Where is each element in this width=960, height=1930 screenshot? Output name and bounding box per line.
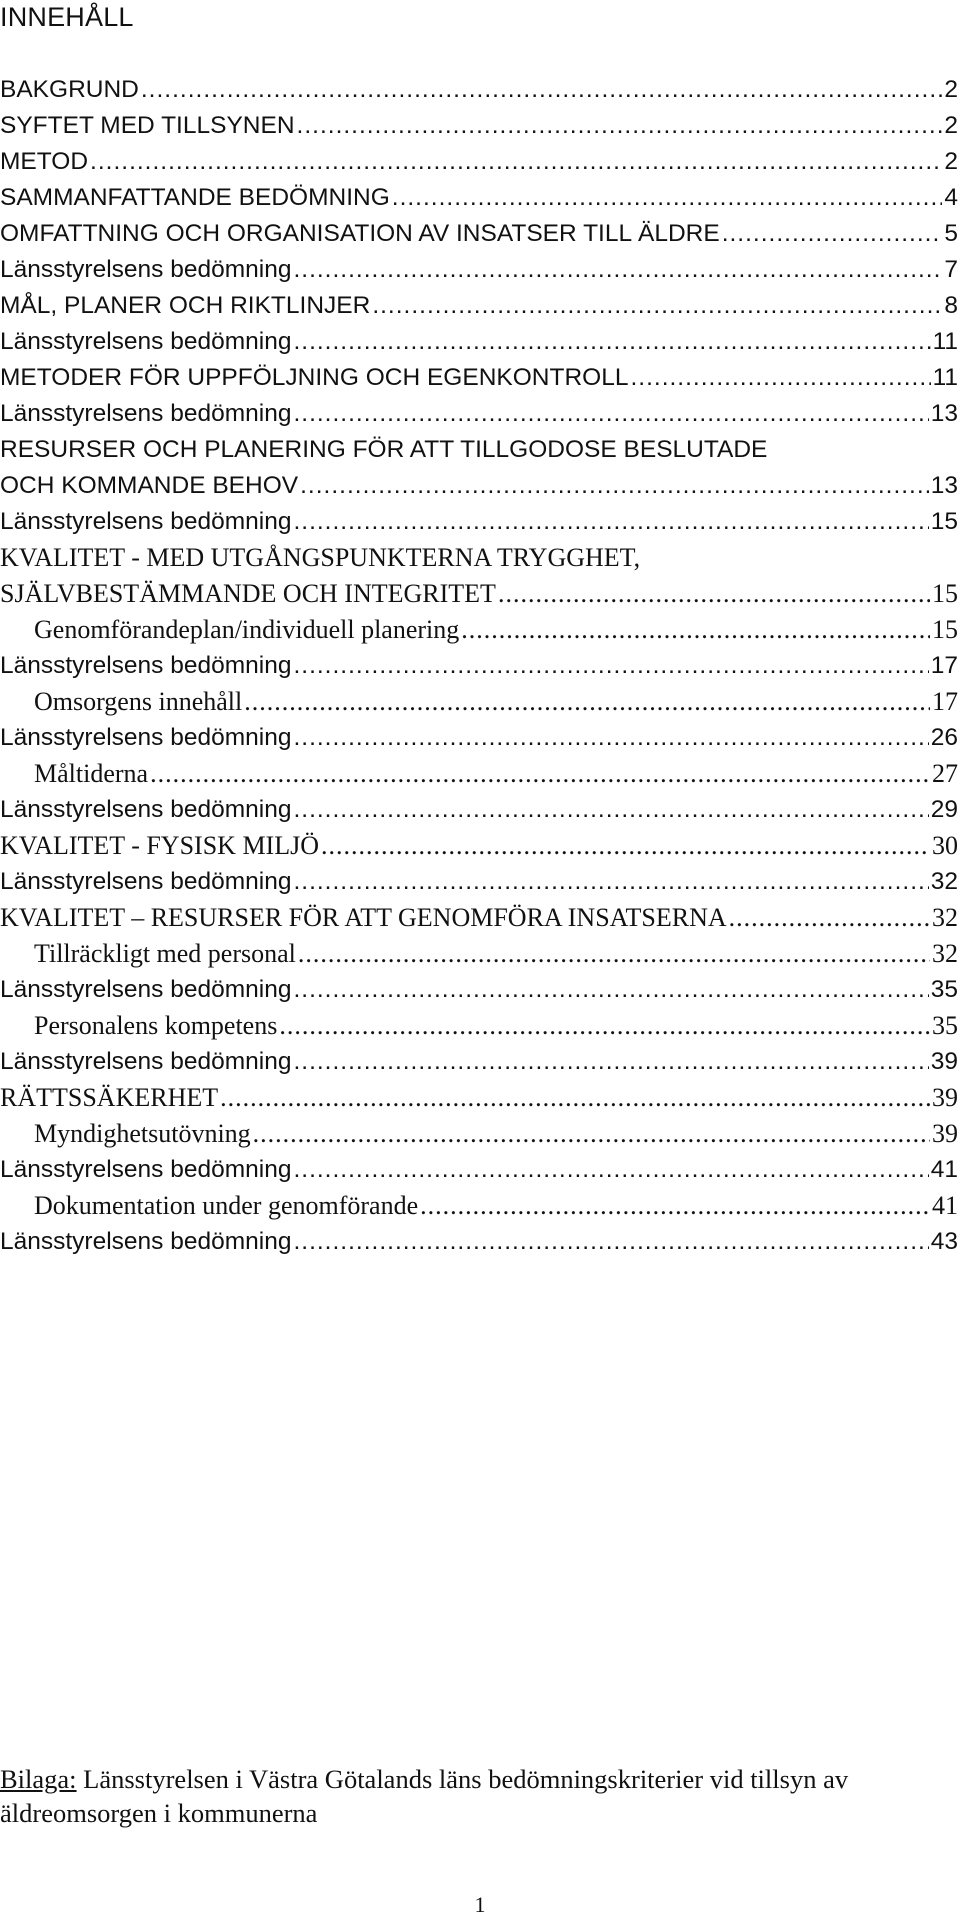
toc-entry-label: RÄTTSSÄKERHET [0,1083,219,1112]
toc-dot-leader [293,720,928,756]
toc-entry-page: 27 [932,759,958,788]
toc-entry-label: Länsstyrelsens bedömning [0,976,292,1003]
toc-dot-leader [90,144,942,180]
toc-entry[interactable] [0,1044,958,1080]
toc-entry[interactable] [0,648,958,684]
toc-entry-label: Dokumentation under genomförande [34,1191,419,1220]
toc-entry-page: 4 [944,184,958,211]
toc-entry-page: 13 [930,472,958,499]
appendix-note [0,1762,940,1830]
toc-dot-leader [630,360,930,396]
toc-entry[interactable] [0,756,958,792]
toc-dot-leader [293,396,928,432]
toc-entry-page: 30 [932,831,958,860]
toc-entry-page: 32 [932,939,958,968]
toc-entry-page: 7 [944,256,958,283]
toc-entry[interactable] [0,108,958,144]
toc-entry-label: SYFTET MED TILLSYNEN [0,112,295,139]
toc-entry-label: Personalens kompetens [34,1011,278,1040]
toc-entry[interactable] [0,504,958,540]
toc-entry-page: 15 [930,508,958,535]
toc-entry[interactable] [0,468,958,504]
toc-entry[interactable] [0,252,958,288]
toc-entry[interactable] [0,432,958,468]
table-of-contents [0,72,958,1260]
toc-dot-leader [420,1188,930,1224]
toc-entry-label: Länsstyrelsens bedömning [0,796,292,823]
toc-entry-page: 5 [944,220,958,247]
toc-entry-label: Myndighetsutövning [34,1119,251,1148]
toc-entry-page: 41 [932,1191,958,1220]
toc-entry-page: 39 [932,1119,958,1148]
toc-entry-label: Länsstyrelsens bedömning [0,400,292,427]
toc-entry-label: Länsstyrelsens bedömning [0,328,292,355]
toc-entry-page: 35 [932,1011,958,1040]
toc-entry-label: SAMMANFATTANDE BEDÖMNING [0,184,390,211]
toc-entry-label: Genomförandeplan/individuell planering [34,615,460,644]
toc-entry-label: MÅL, PLANER OCH RIKTLINJER [0,292,371,319]
toc-entry[interactable] [0,864,958,900]
toc-dot-leader [293,1224,928,1260]
toc-dot-leader [729,900,930,936]
toc-entry-label: Länsstyrelsens bedömning [0,1048,292,1075]
toc-entry[interactable] [0,720,958,756]
toc-dot-leader [293,504,928,540]
toc-dot-leader [244,684,930,720]
toc-dot-leader [372,288,942,324]
toc-dot-leader [253,1116,930,1152]
toc-entry-label: Tillräckligt med personal [34,939,296,968]
toc-entry-page: 29 [930,796,958,823]
toc-entry-page: 39 [932,1083,958,1112]
toc-entry-page: 17 [930,652,958,679]
toc-entry[interactable] [0,828,958,864]
page-number: 1 [474,1892,486,1917]
toc-entry[interactable] [0,1188,958,1224]
toc-dot-leader [461,612,930,648]
toc-entry[interactable] [0,216,958,252]
toc-entry[interactable] [0,144,958,180]
toc-entry-page: 15 [932,579,958,608]
toc-entry[interactable] [0,612,958,648]
toc-entry[interactable] [0,72,958,108]
toc-entry-label: METODER FÖR UPPFÖLJNING OCH EGENKONTROLL [0,364,629,391]
toc-entry-page: 15 [932,615,958,644]
toc-entry[interactable] [0,360,958,396]
toc-entry[interactable] [0,1224,958,1260]
toc-entry[interactable] [0,576,958,612]
toc-entry-label: RESURSER OCH PLANERING FÖR ATT TILLGODOSE BESLUTADE [0,436,768,463]
appendix-label: Bilaga: [0,1764,77,1794]
toc-dot-leader [293,648,928,684]
toc-entry-label: Länsstyrelsens bedömning [0,1228,292,1255]
toc-entry-label: Länsstyrelsens bedömning [0,724,292,751]
toc-entry-page: 32 [932,903,958,932]
toc-entry-page: 35 [930,976,958,1003]
toc-entry-page: 41 [930,1156,958,1183]
toc-entry[interactable] [0,900,958,936]
appendix-text: Länsstyrelsen i Västra Götalands läns bedömningskriterier vid tillsyn av äldreomsorgen i kommunerna [0,1764,849,1828]
toc-entry-label: SJÄLVBESTÄMMANDE OCH INTEGRITET [0,579,496,608]
toc-entry[interactable] [0,1008,958,1044]
toc-entry-label: KVALITET - FYSISK MILJÖ [0,831,319,860]
toc-dot-leader [321,828,930,864]
toc-entry-page: 26 [930,724,958,751]
toc-dot-leader [293,864,928,900]
toc-entry-label: KVALITET – RESURSER FÖR ATT GENOMFÖRA INSATSERNA [0,903,727,932]
toc-entry-page: 11 [932,328,958,355]
toc-entry[interactable] [0,972,958,1008]
toc-entry-label: BAKGRUND [0,76,139,103]
toc-entry-label: Länsstyrelsens bedömning [0,868,292,895]
toc-entry[interactable] [0,180,958,216]
toc-entry-label: METOD [0,148,89,175]
toc-entry[interactable] [0,684,958,720]
toc-entry[interactable] [0,792,958,828]
toc-dot-leader [150,756,930,792]
toc-entry-page: 8 [944,292,958,319]
toc-dot-leader [293,252,942,288]
toc-entry-label: Länsstyrelsens bedömning [0,508,292,535]
toc-dot-leader [220,1080,930,1116]
toc-entry[interactable] [0,288,958,324]
toc-entry-label: Länsstyrelsens bedömning [0,652,292,679]
toc-entry[interactable] [0,1116,958,1152]
toc-dot-leader [293,1152,928,1188]
toc-entry-page: 11 [932,364,958,391]
toc-entry-page: 39 [930,1048,958,1075]
toc-dot-leader [141,72,943,108]
toc-entry[interactable] [0,324,958,360]
toc-entry-label: OCH KOMMANDE BEHOV [0,472,299,499]
toc-dot-leader [293,1044,928,1080]
toc-dot-leader [293,972,928,1008]
toc-dot-leader [392,180,943,216]
toc-entry-label: OMFATTNING OCH ORGANISATION AV INSATSER TILL ÄLDRE [0,220,720,247]
toc-dot-leader [297,108,943,144]
toc-entry-page: 13 [930,400,958,427]
toc-dot-leader [300,468,929,504]
toc-entry-page: 17 [932,687,958,716]
toc-dot-leader [298,936,930,972]
toc-entry-label: Måltiderna [34,759,149,788]
toc-dot-leader [279,1008,930,1044]
toc-entry-page: 2 [944,148,958,175]
toc-entry[interactable] [0,396,958,432]
toc-entry-label: Omsorgens innehåll [34,687,243,716]
toc-entry-label: KVALITET - MED UTGÅNGSPUNKTERNA TRYGGHET, [0,543,641,572]
toc-entry[interactable] [0,1080,958,1116]
toc-entry-page: 2 [944,112,958,139]
toc-entry-label: Länsstyrelsens bedömning [0,1156,292,1183]
page-title: INNEHÅLL [0,2,134,32]
toc-dot-leader [722,216,943,252]
toc-entry[interactable] [0,936,958,972]
toc-dot-leader [293,792,928,828]
toc-entry-page: 32 [930,868,958,895]
toc-dot-leader [498,576,930,612]
toc-entry-page: 2 [944,76,958,103]
toc-entry-label: Länsstyrelsens bedömning [0,256,292,283]
toc-entry-page: 43 [930,1228,958,1255]
toc-entry[interactable] [0,540,958,576]
toc-dot-leader [293,324,930,360]
toc-entry[interactable] [0,1152,958,1188]
